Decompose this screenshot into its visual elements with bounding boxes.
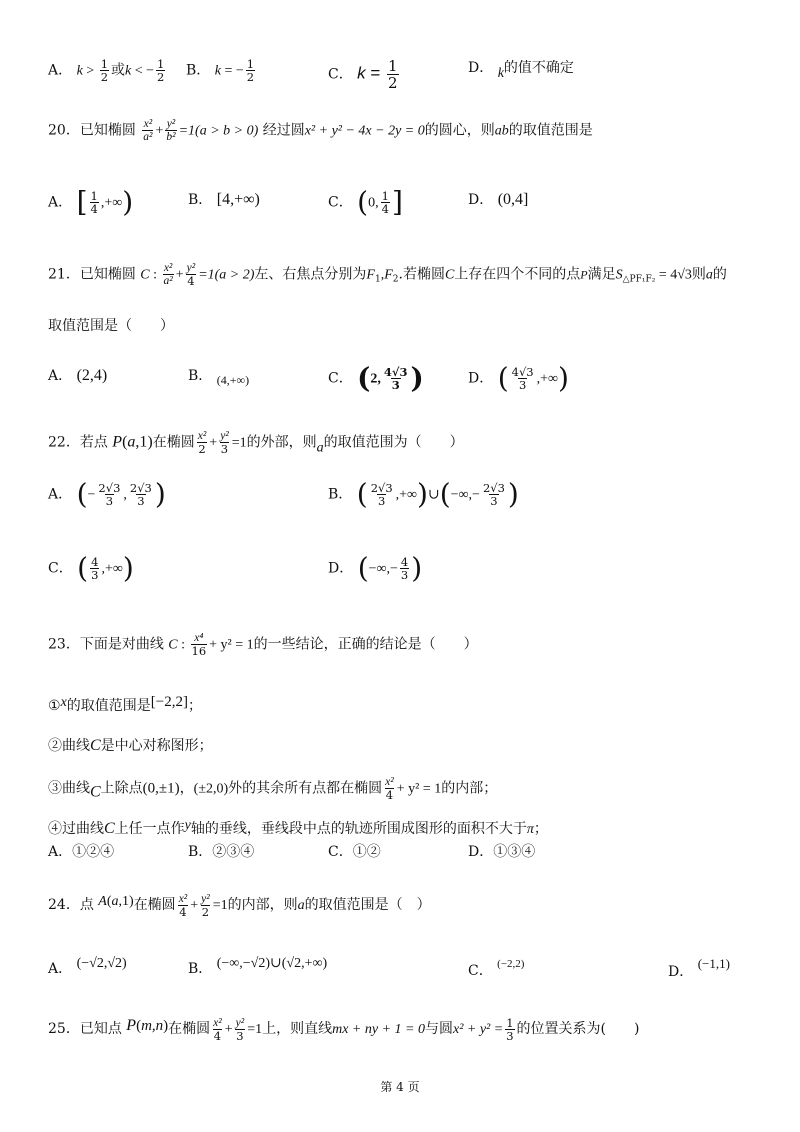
q23-statement-1: ①x的取值范围是[−2,2]； <box>48 694 202 714</box>
q23-statement-3: ③曲线C上除点(0,±1)，(±2,0)外的其余所有点都在椭圆 $\frac{\text{x²}}{4}$ + y² = 1的内部； <box>48 776 498 802</box>
q23-options: A．①②④ <box>48 844 115 860</box>
q25-stem: 25．已知点 P(m,n)在椭圆 $\frac{\text{x²}}{4}$ + $\frac{\text{y²}}{3}$ =1上，则直线mx + ny + 1 = 0与圆x² + y² = $\frac{1}{3}$ 的位置关系为( ) <box>48 1015 640 1043</box>
q23-statement-4: ④过曲线C上任一点作y轴的垂线，垂线段中点的轨迹所围成图形的面积不大于π； <box>48 818 548 837</box>
q22-stem: 22．若点 P(a,1)在椭圆 $\frac{\text{x²}}{2}$ + $\frac{\text{y²}}{3}$ =1的外部，则a的取值范围为（ ） <box>48 430 464 456</box>
q24-stem: 24．点 A(a,1)在椭圆 $\frac{\text{x²}}{4}$ + $\frac{\text{y²}}{2}$ =1的内部，则a的取值范围是（ ） <box>48 892 431 919</box>
q21-options: A． (2,4) <box>48 367 108 384</box>
q21-stem: 21．已知椭圆 C : $\frac{\text{x²}}{\text{a²}}$ + $\frac{\text{y²}}{4}$ =1(a > 2)左、右焦点分别为$F_1,F_2$.若椭圆C上存在四个不同的点P满足$S_{\triangle PF_1F_2} = 4√3$则a的 <box>48 262 727 288</box>
q24-options: A． (−√2,√2) <box>48 956 127 977</box>
q20-options: A． [ $\frac{1}{4}$ ,+∞) <box>48 185 134 219</box>
q20-stem: 20．已知椭圆 $\frac{\text{x²}}{\text{a²}}$ + $\frac{\text{y²}}{\text{b²}}$ =1(a > b > 0) 经过圆x² + y² − 4x − 2y = 0的圆心，则ab的取值范围是 <box>48 118 593 143</box>
q19-options: A． k > $\frac{1}{2}$ 或k < − $\frac{1}{2}$ <box>48 57 165 84</box>
page-number: 第 4 页 <box>380 1080 420 1094</box>
q21-stem-line2: 取值范围是（ ） <box>48 318 174 334</box>
q23-statement-2: ②曲线C是中心对称图形； <box>48 737 213 754</box>
q22-options: A． (− $\frac{2√3}{3}$ , $\frac{2√3}{3}$ ) <box>48 477 166 511</box>
q23-stem: 23．下面是对曲线 C : $\frac{\text{x⁴}}{16}$ + y² = 1的一些结论，正确的结论是（ ） <box>48 632 478 658</box>
